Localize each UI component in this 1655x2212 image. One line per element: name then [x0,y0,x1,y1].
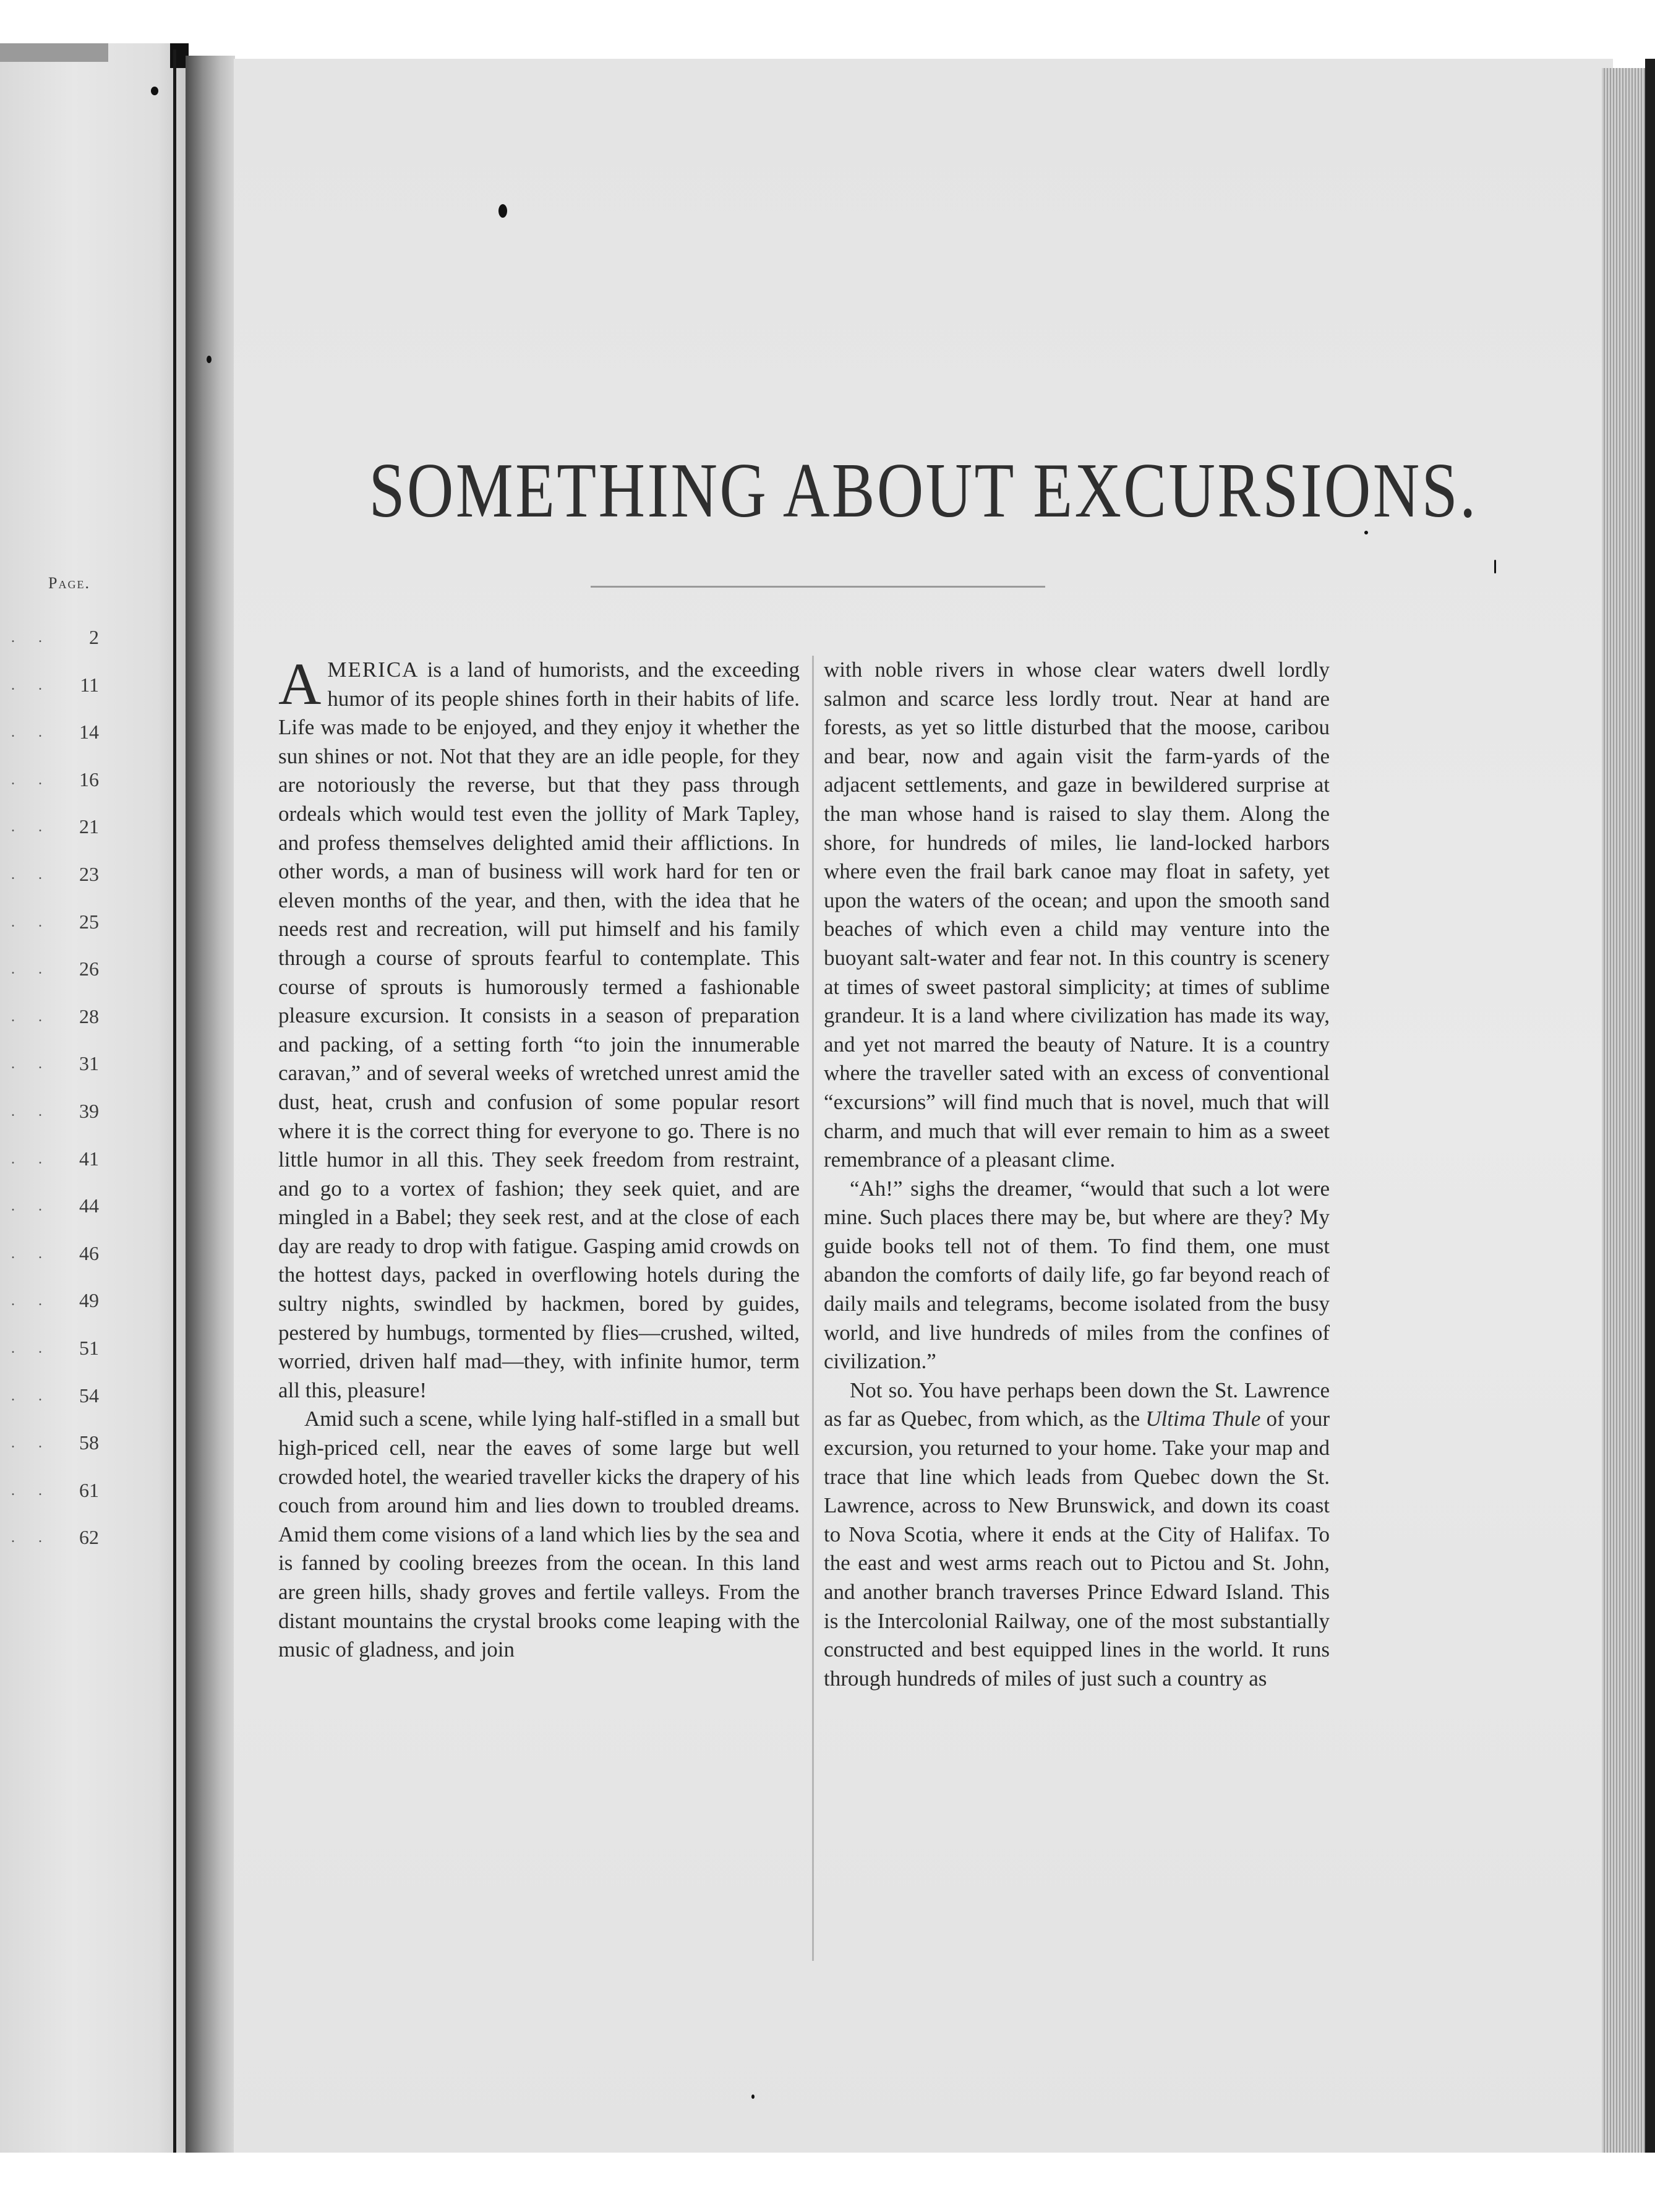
toc-leader-dots: . . [11,1482,52,1499]
dust-speck [207,356,212,363]
opening-caps: MERICA [327,658,419,682]
toc-page-number: 39 [79,1100,99,1122]
toc-entry [0,813,124,844]
paragraph: “Ah!” sighs the dreamer, “would that such a lot were mine. Such places there may be, but where are they? My guide books tell not of them. To find them, one must abandon the comforts of daily life, go far beyond reach of daily mails and telegrams, become isolated from the busy world, and live hundreds of miles from the confines of civilization.” [824,1176,1330,1374]
toc-page-number: 11 [80,673,99,696]
toc-entry [0,624,124,654]
gutter-shadow-line [173,49,176,2153]
paragraph: with noble rivers in whose clear waters dwell lordly salmon and scarce less lordly trout. Near at hand are forests, as yet so little disturbed that the moose, caribou and bear, now and again visit the farm-yards of the adjacent settlements, and gaze in bewildered surprise at the man whose hand is raised to slay them. Along the shore, for hundreds of miles, lie land-locked harbors where even the frail bark canoe may float in safety, yet upon the waters of the ocean; and upon the smooth sand beaches of which even a child may venture into the buoyant salt-water and fear not. In this country is scenery at times of sweet pastoral simplicity; at times of sublime grandeur. It is a land where civilization has made its way, and yet not marred the beauty of Nature. It is a country where the traveller sated with an excess of conventional “excursions” will find much that is novel, much that will charm, and much that will ever remain to him as a sweet remembrance of a pleasant clime. [824,658,1330,1172]
toc-entry [0,1429,124,1460]
toc-page-number: 61 [79,1478,99,1501]
title-rule [591,586,1045,588]
toc-entry [0,1003,124,1034]
toc-entry [0,908,124,939]
article-title: SOMETHING ABOUT EXCURSIONS. [369,448,1478,534]
drop-cap: A [278,651,322,717]
dust-speck [151,87,158,95]
toc-leader-dots: . . [11,1104,52,1120]
toc-page-number: 41 [79,1147,99,1170]
toc-leader-dots: . . [11,1387,52,1404]
article-left-column [278,651,800,1665]
paragraph-text: of your excursion, you returned to your home. Take your map and trace that line which leads from Quebec down the St. Lawrence, across to New Brunswick, and down its coast to Nova Scotia, where it ends at the City of Halifax. To the east and west arms reach out to Pictou and St. John, and another branch traverses Prince Edward Island. This is the Intercolonial Railway, one of the most substantially constructed and best equipped lines in the world. It runs through hundreds of miles of just such a country as [824,1407,1330,1691]
toc-page-number: 46 [79,1241,99,1264]
toc-entry [0,766,124,797]
toc-entry [0,718,124,749]
toc-leader-dots: . . [11,1340,52,1357]
paragraph [824,1376,1330,1694]
right-scan-edge [1645,59,1655,2156]
toc-page-number: 2 [89,626,99,648]
toc-page-number: 51 [79,1337,99,1359]
toc-entry [0,1240,124,1271]
toc-leader-dots: . . [11,1435,52,1452]
toc-page-number: 44 [79,1194,99,1217]
toc-page-number: 14 [79,721,99,744]
toc-page-number: 58 [79,1431,99,1454]
toc-entry [0,955,124,986]
paragraph [278,651,800,1405]
toc-leader-dots: . . [11,1198,52,1215]
toc-page-number: 28 [79,1005,99,1027]
toc-leader-dots: . . [11,1008,52,1025]
toc-leader-dots: . . [11,867,52,883]
dust-speck [1494,560,1496,573]
toc-page-number: 49 [79,1289,99,1312]
toc-entry [0,1524,124,1554]
italic-phrase: Ultima Thule [1145,1407,1261,1431]
toc-page-number: 25 [79,910,99,933]
toc-entry [0,1192,124,1223]
toc-leader-dots: . . [11,914,52,930]
toc-page-number: 23 [79,863,99,885]
toc-leader-dots: . . [11,1245,52,1262]
toc-page-number: 31 [79,1052,99,1075]
scan-top-margin [0,0,1655,53]
column-divider [812,656,814,1961]
paragraph: Amid such a scene, while lying half-stifled in a small but high-priced cell, near the eaves of some large but well crowded hotel, the wearied traveller kicks the drapery of his couch from around him and lies down to troubled dreams. Amid them come visions of a land which lies by the sea and is fanned by cooling breezes from the ocean. In this land are green hills, shady groves and fertile valleys. From the distant mountains the crystal brooks come leaping with the music of gladness, and join [278,1407,800,1662]
toc-entry [0,1050,124,1081]
toc-page-number: 16 [79,768,99,791]
toc-leader-dots: . . [11,819,52,836]
toc-page-number: 21 [79,815,99,838]
dust-speck [751,2094,755,2099]
dust-speck [498,204,507,218]
book-spine-gutter [186,56,235,2153]
toc-page-number: 26 [79,958,99,980]
toc-leader-dots: . . [11,630,52,646]
toc-entry [0,860,124,891]
toc-leader-dots: . . [11,961,52,978]
article-right-column [824,656,1330,1693]
toc-leader-dots: . . [11,1056,52,1073]
toc-entry [0,1097,124,1128]
paragraph-text: is a land of humorists, and the exceeding humor of its people shines forth in their habits of life. Life was made to be enjoyed, and they enjoy it whether the sun shines or not. Not that they are an idle people, for they are notoriously the reverse, but that they pass through ordeals which would test even the jollity of Mark Tapley, and profess themselves delighted amid their afflictions. In other words, a man of business will work hard for ten or eleven months of the year, and then, with the idea that he needs rest and recreation, will put himself and his family through a course of sprouts fearful to contemplate. This course of sprouts is humorously termed a fashionable pleasure excursion. It consists in a season of preparation and packing, of a setting forth “to join the innumerable caravan,” and of several weeks of wretched unrest amid the dust, heat, crush and confusion of some popular resort where it is the correct thing for everyone to go. There is no little humor in all this. They seek freedom from restraint, and go to a vortex of fashion; they seek quiet, and are mingled in a Babel; they seek rest, and at the close of each day are ready to drop with fatigue. Gasping amid crowds on the hottest days, packed in overflowing hotels during the sultry nights, swindled by hackmen, bored by guides, pestered by humbugs, tormented by flies—crushed, wilted, worried, driven half mad—they, with infinite humor, term all this, pleasure! [278,658,800,1402]
scan-bottom-margin [0,2153,1655,2212]
paragraph-text: Not so. You have perhaps been down the St. Lawrence as far as Quebec, from which, as the [824,1378,1330,1431]
left-page-top-edge [0,43,108,62]
toc-entry [0,671,124,702]
toc-entry [0,1287,124,1318]
toc-leader-dots: . . [11,1293,52,1310]
toc-leader-dots: . . [11,724,52,741]
toc-page-number: 54 [79,1384,99,1407]
toc-entry [0,1382,124,1413]
toc-leader-dots: . . [11,677,52,693]
toc-page-header: Page. [48,574,90,592]
toc-entry [0,1477,124,1507]
toc-entry [0,1145,124,1176]
toc-leader-dots: . . [11,1151,52,1167]
toc-page-number: 62 [79,1526,99,1549]
toc-leader-dots: . . [11,1530,52,1546]
toc-leader-dots: . . [11,771,52,788]
toc-entry [0,1334,124,1365]
